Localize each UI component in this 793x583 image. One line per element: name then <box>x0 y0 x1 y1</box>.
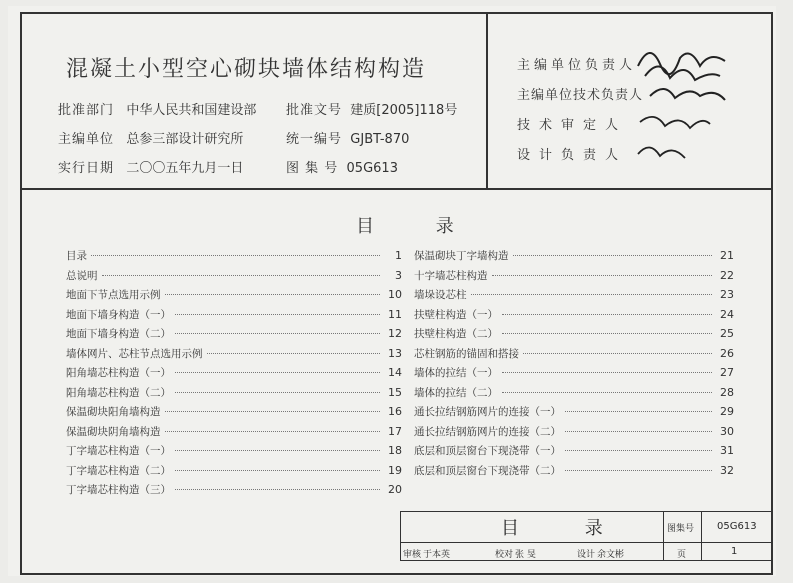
meta-unified-no: 统一编号 GJBT-870 <box>286 132 410 147</box>
check-label: 校对 <box>495 550 514 560</box>
header-vertical-divider <box>486 12 488 189</box>
toc-entry <box>414 346 734 366</box>
toc-entry-title: 阳角墙芯柱构造（一） <box>66 367 171 379</box>
toc-entry-page: 22 <box>720 268 734 282</box>
toc-entry <box>414 268 734 288</box>
toc-entry-page: 25 <box>720 327 734 340</box>
toc-entry <box>66 346 402 366</box>
handwritten-signatures <box>630 36 740 176</box>
toc-entry-title: 十字墙芯柱构造 <box>414 269 488 282</box>
toc-entry-page: 21 <box>720 249 734 262</box>
toc-entry-title: 墙垛设芯柱 <box>414 289 467 301</box>
toc-entry-title: 保温砌块阳角墙构造 <box>66 406 161 418</box>
toc-entry-title: 通长拉结钢筋网片的连接（二） <box>414 425 561 438</box>
toc-entry-page: 3 <box>395 268 402 282</box>
toc-entry <box>414 424 734 444</box>
toc-leader-dots <box>91 255 380 256</box>
toc-entry-page: 11 <box>388 307 402 321</box>
toc-entry <box>66 443 402 463</box>
resp-design-lead: 设计负责人 <box>517 148 628 163</box>
toc-leader-dots <box>175 489 380 490</box>
design-label: 设计 <box>577 550 596 560</box>
toc-leader-dots <box>175 470 380 471</box>
toc-entry <box>414 463 734 483</box>
resp-tech-review: 技术审定人 <box>517 118 628 133</box>
toc-leader-dots <box>502 392 712 393</box>
toc-entry-page: 14 <box>388 366 402 379</box>
meta-effective-date: 实行日期 二〇〇五年九月一日 <box>58 161 244 176</box>
toc-entry-page: 19 <box>388 463 402 477</box>
toc-right-column <box>414 248 734 482</box>
toc-leader-dots <box>502 333 712 334</box>
toc-entry-page: 31 <box>720 444 734 457</box>
toc-entry-page: 17 <box>388 424 402 438</box>
toc-title: 目 录 <box>356 216 482 237</box>
toc-entry-page: 20 <box>388 483 402 496</box>
toc-leader-dots <box>565 431 712 432</box>
atlas-no-value: 05G613 <box>717 521 757 532</box>
check-name: 张 旻 <box>515 550 536 560</box>
toc-entry-page: 32 <box>720 463 734 477</box>
toc-entry-page: 27 <box>720 366 734 379</box>
meta-approval-dept: 批准部门 中华人民共和国建设部 <box>58 103 257 118</box>
header-divider <box>20 188 773 190</box>
toc-entry-title: 保温砌块丁字墙构造 <box>414 250 509 262</box>
toc-entry <box>414 287 734 307</box>
toc-leader-dots <box>565 411 712 412</box>
toc-entry-title: 墙体的拉结（二） <box>414 386 498 399</box>
toc-leader-dots <box>207 353 381 354</box>
toc-entry <box>414 443 734 463</box>
toc-entry-title: 扶壁柱构造（一） <box>414 308 498 321</box>
toc-entry-page: 26 <box>720 346 734 360</box>
page-label: 页 <box>677 550 687 560</box>
toc-leader-dots <box>565 470 712 471</box>
toc-entry <box>66 248 402 268</box>
toc-entry <box>66 365 402 385</box>
toc-entry-page: 24 <box>720 307 734 321</box>
toc-entry <box>66 404 402 424</box>
toc-entry-title: 芯柱钢筋的锚固和搭接 <box>414 347 519 360</box>
toc-entry-title: 目录 <box>66 250 87 262</box>
toc-leader-dots <box>565 450 712 451</box>
meta-editor-unit: 主编单位 总参三部设计研究所 <box>58 132 244 147</box>
toc-leader-dots <box>471 294 713 295</box>
toc-leader-dots <box>175 333 380 334</box>
toc-entry-title: 地面下墙身构造（一） <box>66 308 171 321</box>
toc-entry-page: 12 <box>388 327 402 340</box>
toc-entry <box>66 424 402 444</box>
toc-leader-dots <box>165 411 381 412</box>
toc-entry-page: 30 <box>720 424 734 438</box>
toc-entry-title: 丁字墙芯柱构造（一） <box>66 445 171 457</box>
toc-entry <box>66 482 402 502</box>
toc-entry-page: 13 <box>388 346 402 360</box>
toc-entry-title: 底层和顶层窗台下现浇带（二） <box>414 464 561 477</box>
toc-entry-title: 墙体的拉结（一） <box>414 367 498 379</box>
title-block <box>400 511 772 561</box>
toc-entry <box>414 385 734 405</box>
toc-entry-title: 地面下节点选用示例 <box>66 289 161 301</box>
toc-leader-dots <box>175 314 380 315</box>
toc-entry-title: 丁字墙芯柱构造（二） <box>66 464 171 477</box>
toc-entry-title: 通长拉结钢筋网片的连接（一） <box>414 406 561 418</box>
title-block-title: 目 录 <box>501 518 633 539</box>
review-name: 于本英 <box>423 550 451 560</box>
toc-entry <box>414 307 734 327</box>
toc-entry <box>66 463 402 483</box>
toc-leader-dots <box>523 353 712 354</box>
toc-entry <box>414 404 734 424</box>
toc-leader-dots <box>175 392 380 393</box>
toc-entry <box>414 248 734 268</box>
toc-entry <box>414 365 734 385</box>
toc-entry <box>66 268 402 288</box>
resp-chief-unit: 主编单位负责人 <box>517 58 637 73</box>
toc-entry-page: 29 <box>720 405 734 418</box>
review-label: 审核 <box>403 550 422 560</box>
atlas-no-label: 图集号 <box>667 524 695 534</box>
design-name: 余文彬 <box>597 550 625 560</box>
toc-left-column <box>66 248 402 502</box>
toc-entry-page: 1 <box>395 249 402 262</box>
toc-leader-dots <box>165 431 381 432</box>
page-number: 1 <box>731 546 738 557</box>
toc-entry-title: 墙体网片、芯柱节点选用示例 <box>66 347 203 360</box>
toc-leader-dots <box>102 275 381 276</box>
toc-entry-title: 保温砌块阴角墙构造 <box>66 425 161 438</box>
meta-approval-no: 批准文号 建质[2005]118号 <box>286 103 458 118</box>
toc-entry-title: 底层和顶层窗台下现浇带（一） <box>414 445 561 457</box>
toc-leader-dots <box>492 275 713 276</box>
toc-entry <box>66 287 402 307</box>
toc-entry-page: 15 <box>388 385 402 399</box>
toc-leader-dots <box>175 450 380 451</box>
toc-entry-title: 扶壁柱构造（二） <box>414 328 498 340</box>
document-title: 混凝土小型空心砌块墙体结构构造 <box>66 57 427 82</box>
toc-entry-page: 10 <box>388 288 402 301</box>
toc-entry-title: 丁字墙芯柱构造（三） <box>66 484 171 496</box>
toc-leader-dots <box>513 255 713 256</box>
resp-chief-tech: 主编单位技术负责人 <box>517 88 644 103</box>
toc-entry <box>66 385 402 405</box>
toc-leader-dots <box>175 372 380 373</box>
toc-entry <box>66 326 402 346</box>
toc-entry-page: 16 <box>388 405 402 418</box>
toc-leader-dots <box>502 372 712 373</box>
toc-leader-dots <box>165 294 381 295</box>
toc-entry <box>414 326 734 346</box>
toc-entry-page: 23 <box>720 288 734 301</box>
meta-atlas-no: 图 集 号 05G613 <box>286 161 398 176</box>
toc-entry <box>66 307 402 327</box>
toc-entry-title: 阳角墙芯柱构造（二） <box>66 386 171 399</box>
toc-entry-page: 18 <box>388 444 402 457</box>
toc-entry-page: 28 <box>720 385 734 399</box>
toc-entry-title: 地面下墙身构造（二） <box>66 328 171 340</box>
toc-leader-dots <box>502 314 712 315</box>
toc-entry-title: 总说明 <box>66 269 98 282</box>
